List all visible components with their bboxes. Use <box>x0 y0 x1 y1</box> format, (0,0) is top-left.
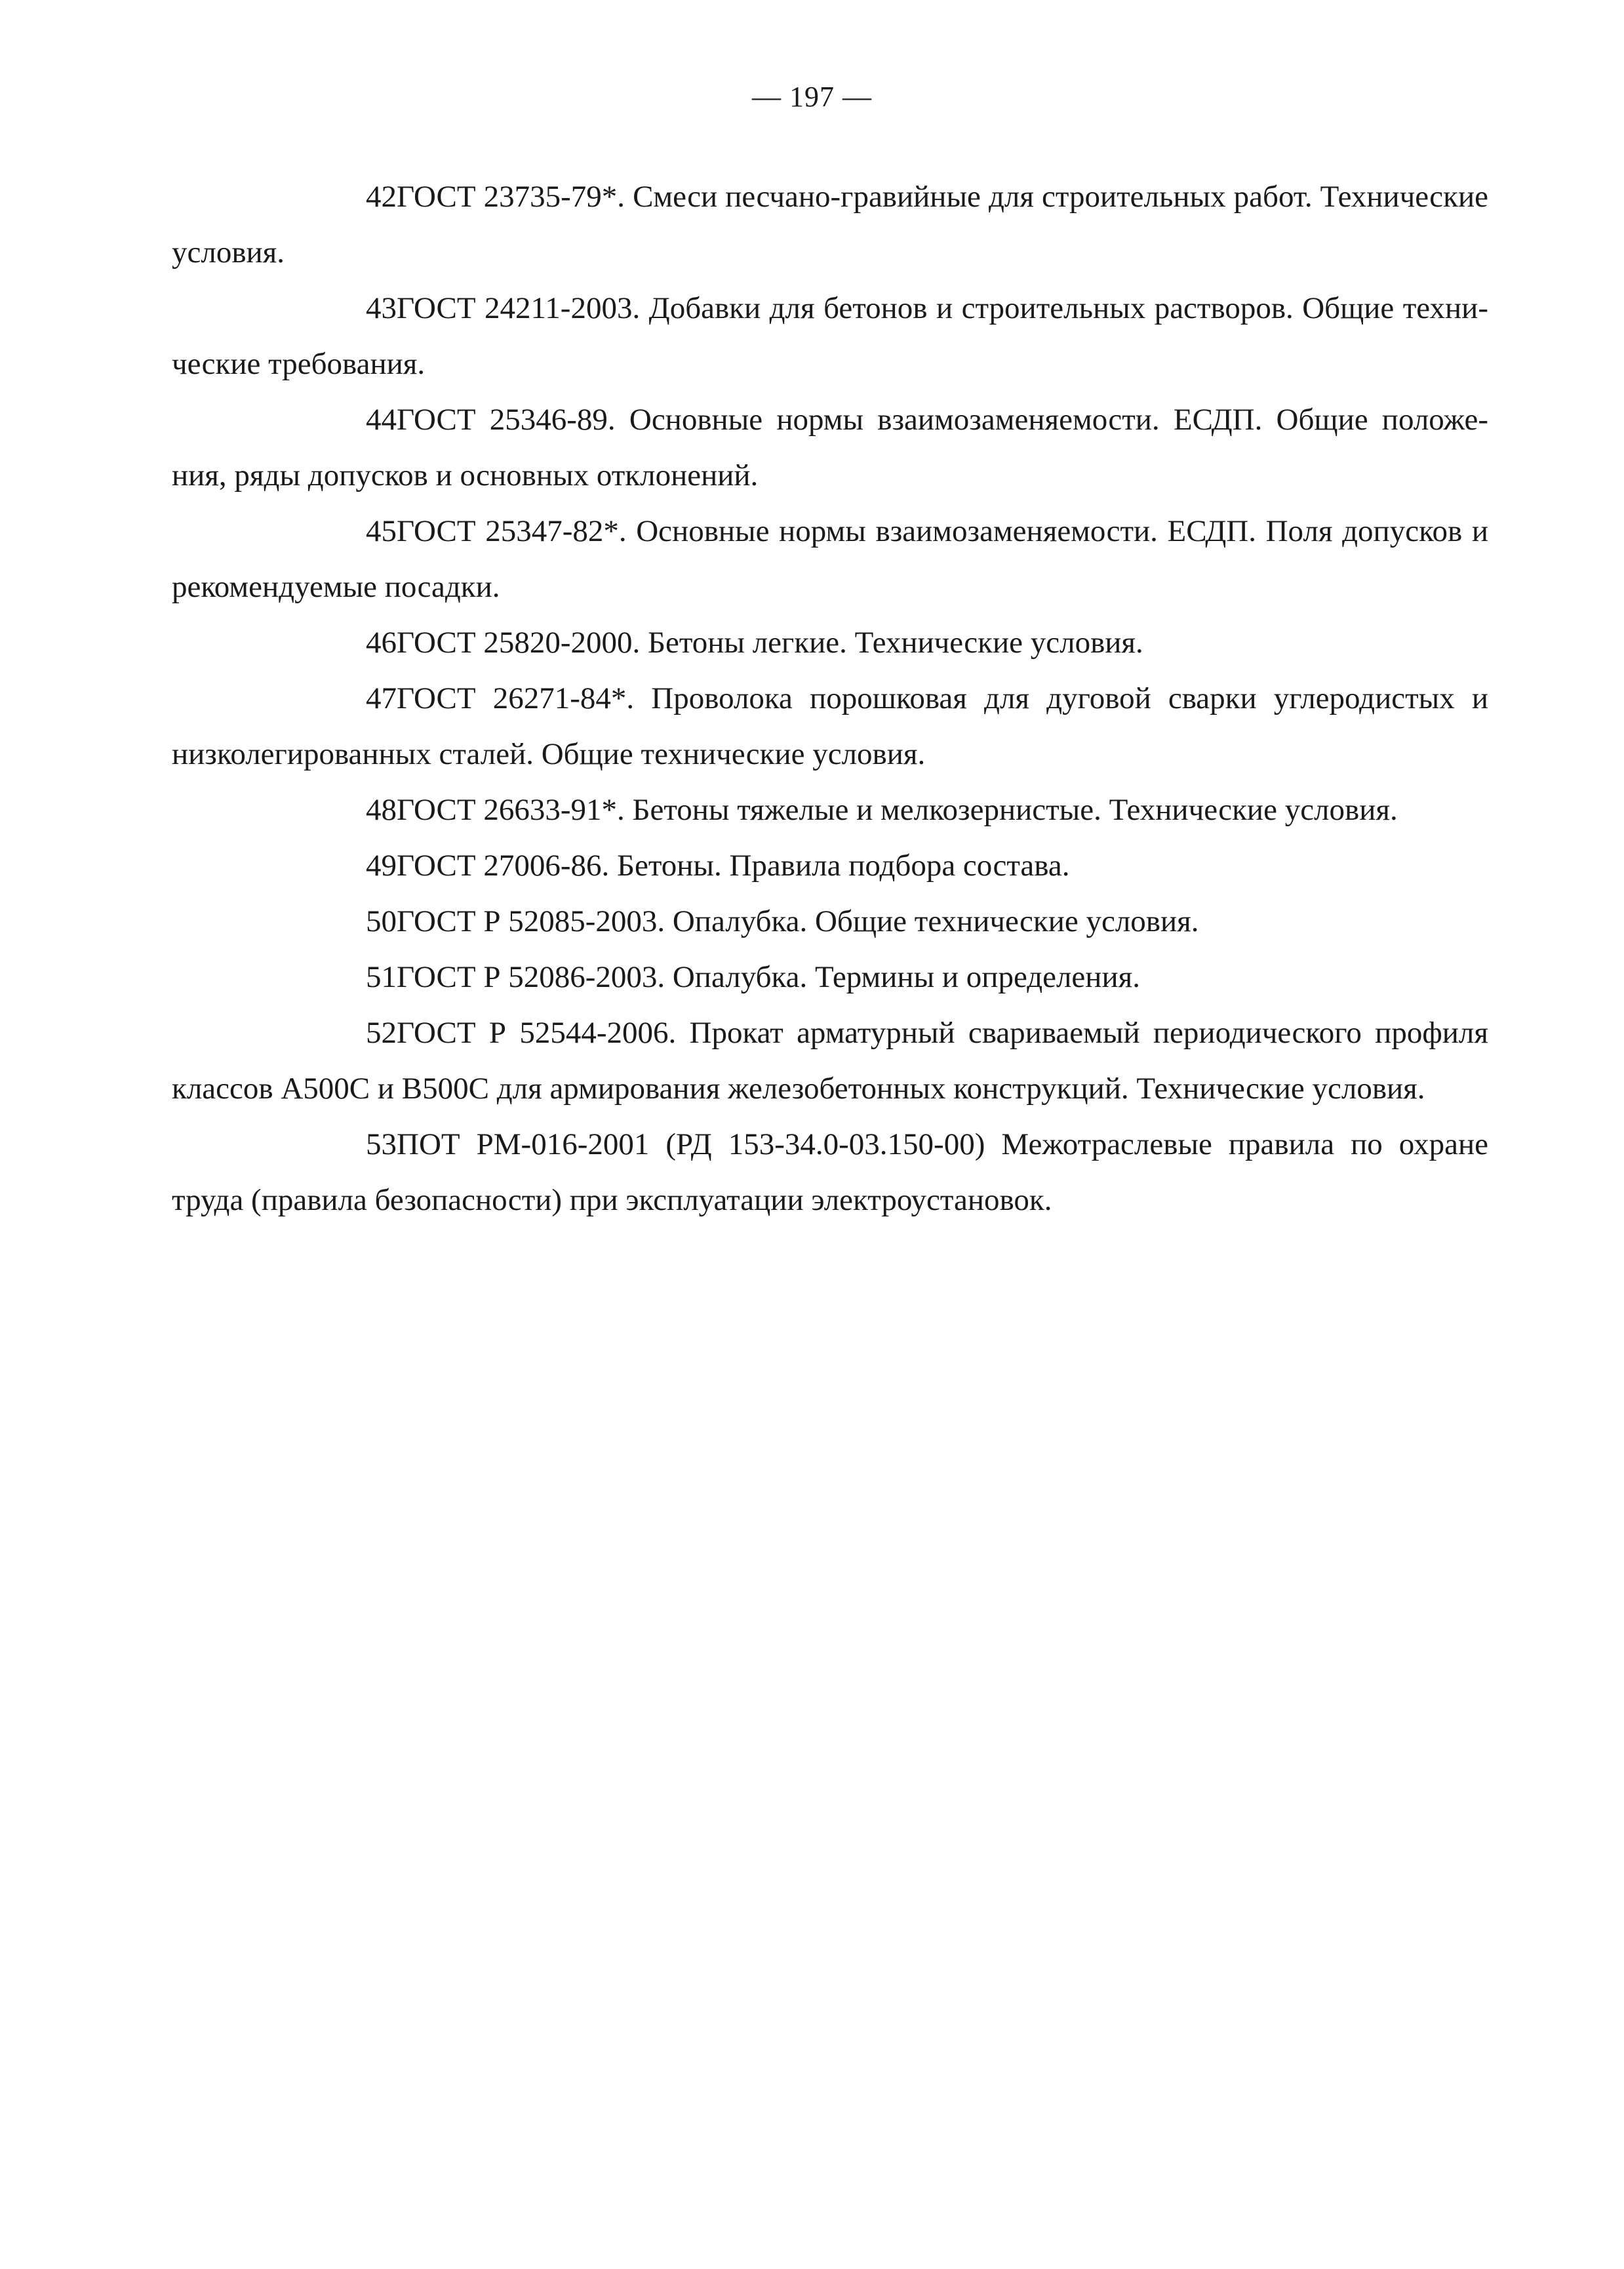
reference-item <box>172 671 1488 782</box>
reference-text: ГОСТ 25346-89. Основные нормы взаимозаменяемости. ЕСДП. Общие положения, ряды допусков и основных отклонений. <box>172 403 1488 492</box>
reference-number: 44 <box>366 403 397 437</box>
reference-text: ГОСТ 26271-84*. Проволока порошковая для дуговой сварки углеродистых и низколегированных сталей. Общие технические условия. <box>172 681 1488 771</box>
reference-text: ГОСТ 23735-79*. Смеси песчано-гравийные для строительных работ. Технические условия. <box>172 180 1488 270</box>
reference-text: ГОСТ Р 52086-2003. Опалубка. Термины и определения. <box>397 960 1140 994</box>
reference-text: ГОСТ 25820-2000. Бетоны легкие. Технические условия. <box>397 626 1143 660</box>
reference-number: 45 <box>366 514 397 548</box>
reference-item <box>172 894 1488 950</box>
reference-item <box>172 950 1488 1005</box>
reference-item <box>172 1117 1488 1228</box>
reference-item <box>172 504 1488 615</box>
reference-item <box>172 281 1488 392</box>
reference-item <box>172 782 1488 838</box>
reference-number: 51 <box>366 960 397 994</box>
reference-number: 49 <box>366 849 397 883</box>
reference-item <box>172 838 1488 894</box>
reference-text: ГОСТ 24211-2003. Добавки для бетонов и строительных растворов. Общие технические требования. <box>172 291 1488 381</box>
reference-list <box>172 169 1488 1228</box>
reference-item <box>172 169 1488 281</box>
reference-number: 50 <box>366 904 397 938</box>
reference-item <box>172 1005 1488 1117</box>
reference-number: 53 <box>366 1127 397 1161</box>
page-number: — 197 — <box>752 81 872 113</box>
reference-number: 42 <box>366 180 397 214</box>
reference-number: 43 <box>366 291 397 325</box>
reference-item <box>172 615 1488 671</box>
reference-number: 46 <box>366 626 397 660</box>
reference-text: ГОСТ 25347-82*. Основные нормы взаимозаменяемости. ЕСДП. Поля допусков и рекомендуемые посадки. <box>172 514 1488 604</box>
reference-text: ГОСТ 26633-91*. Бетоны тяжелые и мелкозернистые. Технические условия. <box>397 793 1398 827</box>
reference-number: 48 <box>366 793 397 827</box>
reference-text: ГОСТ Р 52085-2003. Опалубка. Общие технические условия. <box>397 904 1199 938</box>
reference-number: 47 <box>366 681 397 715</box>
reference-text: ГОСТ 27006-86. Бетоны. Правила подбора состава. <box>397 849 1070 883</box>
reference-number: 52 <box>366 1016 397 1050</box>
reference-item <box>172 392 1488 504</box>
reference-text: ПОТ РМ-016-2001 (РД 153-34.0-03.150-00) Межотраслевые правила по охране труда (правила безопасности) при эксплуатации электроустановок. <box>172 1127 1488 1217</box>
reference-text: ГОСТ Р 52544-2006. Прокат арматурный свариваемый периодического профиля классов А500С и В500С для армирования железобетонных конструкций. Технические условия. <box>172 1016 1488 1106</box>
